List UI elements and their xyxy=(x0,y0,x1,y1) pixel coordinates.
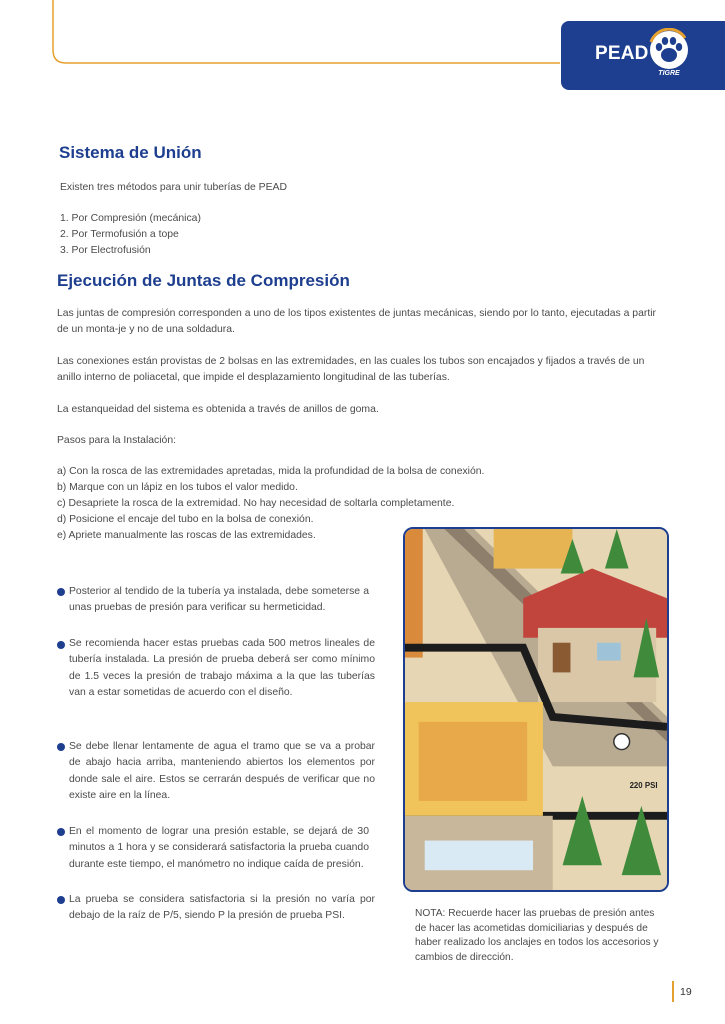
paragraph-1: Las juntas de compresión corresponden a uno de los tipos existentes de juntas mecánicas, siendo por lo tanto, ejecutadas a partir de un monta-je y no de una soldadura. xyxy=(57,308,656,336)
method-item: 1. Por Compresión (mecánica) xyxy=(60,213,201,224)
step-item: b) Marque con un lápiz en los tubos el valor medido. xyxy=(57,482,298,493)
bullet-text: La prueba se considera satisfactoria si la presión no varía por debajo de la raíz de P/5, siendo P la presión de prueba PSI. xyxy=(69,894,375,922)
page-number: 19 xyxy=(680,986,692,998)
page-number-bar xyxy=(672,981,674,1002)
bullet-text: Posterior al tendido de la tubería ya instalada, debe someterse a unas pruebas de presión para verificar su hermeticidad. xyxy=(69,586,369,614)
section-title-compression-joints: Ejecución de Juntas de Compresión xyxy=(57,271,350,290)
pressure-test-illustration xyxy=(403,527,669,892)
section-title-union: Sistema de Unión xyxy=(59,143,202,162)
method-item: 3. Por Electrofusión xyxy=(60,245,151,256)
bullet-icon xyxy=(57,588,65,596)
pressure-test-note: NOTA: Recuerde hacer las pruebas de presión antes de hacer las acometidas domiciliarias y después de haber realizado los anclajes en todos los accesorios y cambios de dirección. xyxy=(415,908,659,963)
paragraph-2: Las conexiones están provistas de 2 bolsas en las extremidades, en las cuales los tubos son encajados y fijados a través de un anillo interno de poliacetal, que impide el desplazamiento longitudinal de las tuberías. xyxy=(57,356,645,384)
union-intro: Existen tres métodos para unir tuberías de PEAD xyxy=(60,182,287,193)
bullet-text: Se recomienda hacer estas pruebas cada 500 metros lineales de tubería instalada. La presión de prueba deberá ser como mínimo de 1.5 veces la presión de trabajo máxima a la que las tuberías van a estar sometidas de acuerdo con el diseño. xyxy=(69,638,375,699)
decorative-corner-line xyxy=(0,0,560,70)
bullet-text: En el momento de lograr una presión estable, se dejará de 30 minutos a 1 hora y se considerará satisfactoria la prueba cuando durante este tiempo, el manómetro no indique caída de presión. xyxy=(69,826,369,870)
bullet-icon xyxy=(57,743,65,751)
bullet-text: Se debe llenar lentamente de agua el tramo que se va a probar de abajo hacia arriba, manteniendo abiertos los elementos por donde sale el aire. Estos se cerrarán después de verificar que no existe aire en la línea. xyxy=(69,741,375,802)
logo-text: TIGRE xyxy=(658,70,680,77)
step-item: d) Posicione el encaje del tubo en la bolsa de conexión. xyxy=(57,514,314,525)
step-item: a) Con la rosca de las extremidades apretadas, mida la profundidad de la bolsa de conexión. xyxy=(57,466,485,477)
bullet-icon xyxy=(57,896,65,904)
tigre-paw-logo-icon xyxy=(645,28,693,78)
method-item: 2. Por Termofusión a tope xyxy=(60,229,179,240)
step-item: c) Desapriete la rosca de la extremidad. No hay necesidad de soltarla completamente. xyxy=(57,498,455,509)
brand-name: PEAD xyxy=(595,43,649,64)
step-item: e) Apriete manualmente las roscas de las extremidades. xyxy=(57,530,316,541)
gauge-label: 220 PSI xyxy=(629,781,658,791)
bullet-icon xyxy=(57,828,65,836)
paragraph-3: La estanqueidad del sistema es obtenida a través de anillos de goma. xyxy=(57,404,379,415)
bullet-icon xyxy=(57,641,65,649)
steps-title: Pasos para la Instalación: xyxy=(57,435,176,446)
